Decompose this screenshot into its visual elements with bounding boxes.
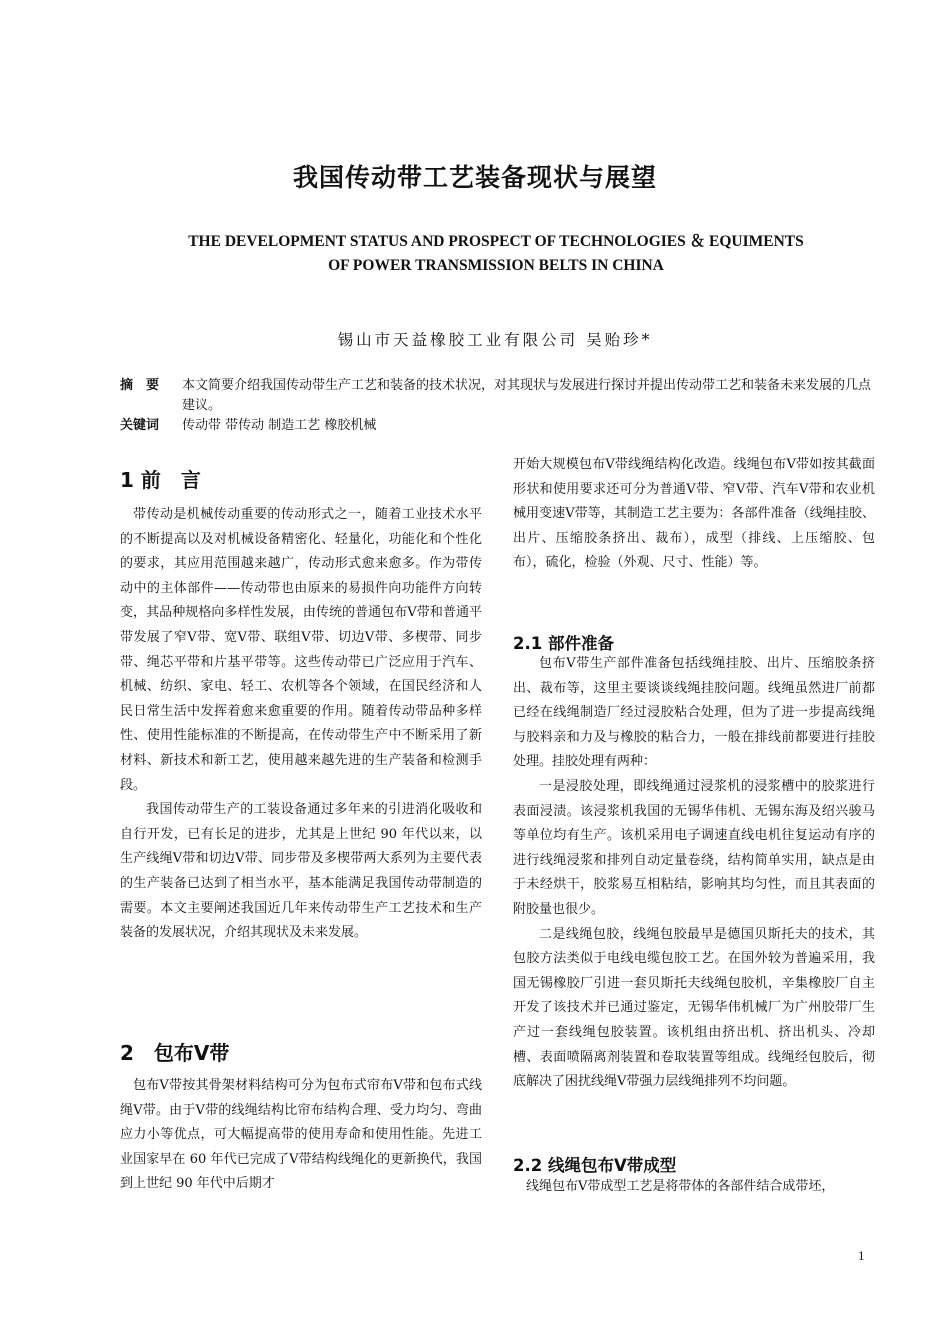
section-1-body [120,503,482,946]
english-title-line-1: THE DEVELOPMENT STATUS AND PROSPECT OF TECHNOLOGIES ＆ EQUIMENTS [188,233,804,250]
abstract-label: 摘 要 [120,378,160,393]
section-1-paragraph-2: 我国传动带生产的工装设备通过多年来的引进消化吸收和自行开发，已有长足的进步，尤其是上世纪 90 年代以来，以生产线绳V带和切边V带、同步带及多楔带两大系列为主要代表的生产装备已达到了相当水平，基本能满足我国传动带制造的需要。本文主要阐述我国近几年来传动带生产工艺技术和生产装备的发展状况，介绍其现状及未来发展。 [120,802,482,941]
section-2-1-body [513,652,875,1095]
section-2-paragraph-1-continued: 开始大规模包布V带线绳结构化改造。线绳包布V带如按其截面形状和使用要求还可分为普通V带、窄V带、汽车V带和农业机械用变速V带等，其制造工艺主要为：各部件准备（线绳挂胶、出片、压缩胶条挤出、裁布），成型（排线、上压缩胶、包布），硫化，检验（外观、尺寸、性能）等。 [513,457,875,571]
abstract-block [120,376,880,436]
english-title [120,230,872,278]
section-2-1-paragraph-2: 一是浸胶处理，即线绳通过浸浆机的浸浆槽中的胶浆进行表面浸渍。该浸浆机我国的无锡华伟机、无锡东海及绍兴骏马等单位均有生产。该机采用电子调速直线电机往复运动有序的进行线绳浸浆和排列自动定量卷绕，结构简单实用，缺点是由于未经烘干，胶浆易互相粘结，影响其均匀性，而且其表面的附胶量也很少。 [513,778,875,917]
section-2-1-paragraph-3: 二是线绳包胶，线绳包胶最早是德国贝斯托夫的技术，其包胶方法类似于电线电缆包胶工艺。在国外较为普遍采用，我国无锡橡胶厂引进一套贝斯托夫线绳包胶机，辛集橡胶厂自主开发了该技术并已通过鉴定，无锡华伟机械厂为广州胶带厂生产过一套线绳包胶装置。该机组由挤出机、挤出机头、冷却槽、表面喷隔离剂装置和卷取装置等组成。线绳经包胶后，彻底解决了困扰线绳V带强力层线绳排列不均问题。 [513,926,875,1090]
section-2-1-heading: 2.1 部件准备 [513,634,614,653]
section-2-heading: 2 包布V带 [120,1041,230,1065]
page-number: 1 [858,1248,865,1263]
keywords-text: 传动带 带传动 制造工艺 橡胶机械 [182,418,377,433]
section-2-1-paragraph-1: 包布V带生产部件准备包括线绳挂胶、出片、压缩胶条挤出、裁布等，这里主要谈谈线绳挂胶问题。线绳虽然进厂前都已经在线绳制造厂经过浸胶粘合处理，但为了进一步提高线绳与胶料亲和力及与橡胶的粘合力，一般在排线前都要进行挂胶处理。挂胶处理有两种： [513,656,875,770]
section-2-body-right [513,453,875,576]
section-2-2-heading: 2.2 线绳包布V带成型 [513,1156,677,1175]
english-title-line-2: OF POWER TRANSMISSION BELTS IN CHINA [328,257,664,274]
section-2-2-body [513,1175,875,1200]
section-1-heading: 1 前 言 [120,468,201,492]
section-2-paragraph-1-start: 包布V带按其骨架材料结构可分为包布式帘布V带和包布式线绳V带。由于V带的线绳结构比帘布结构合理、受力均匀、弯曲应力小等优点，可大幅提高带的使用寿命和使用性能。先进工业国家早在 60 年代已完成了V带结构线绳化的更新换代，我国到上世纪 90 年代中后期才 [120,1078,482,1192]
keywords-row [120,416,880,436]
section-2-2-paragraph-1: 线绳包布V带成型工艺是将带体的各部件结合成带坯， [526,1179,835,1194]
abstract-row [120,376,880,416]
keywords-label: 关键词 [120,418,160,433]
abstract-text: 本文简要介绍我国传动带生产工艺和装备的技术状况，对其现状与发展进行探讨并提出传动带工艺和装备未来发展的几点建议。 [182,378,872,413]
section-2-body-left [120,1074,482,1224]
section-1-paragraph-1: 带传动是机械传动重要的传动形式之一，随着工业技术水平的不断提高以及对机械设备精密化、轻量化，功能化和个性化的要求，其应用范围越来越广，传动形式愈来愈多。作为带传动中的主体部件——传动带也由原来的易损件向功能件方向转变，其品种规格向多样性发展，由传统的普通包布V带和普通平带发展了窄V带、宽V带、联组V带、切边V带、多楔带、同步带、绳芯平带和片基平带等。这些传动带已广泛应用于汽车、机械、纺织、家电、轻工、农机等各个领域，在国民经济和人民日常生活中发挥着愈来愈重要的作用。随着传动带品种多样性、使用性能标准的不断提高，在传动带生产中不断采用了新材料、新技术和新工艺，使用越来越先进的生产装备和检测手段。 [120,507,482,793]
author-affiliation: 锡山市天益橡胶工业有限公司 吴贻珍* [337,331,653,349]
paper-title: 我国传动带工艺装备现状与展望 [292,163,657,192]
